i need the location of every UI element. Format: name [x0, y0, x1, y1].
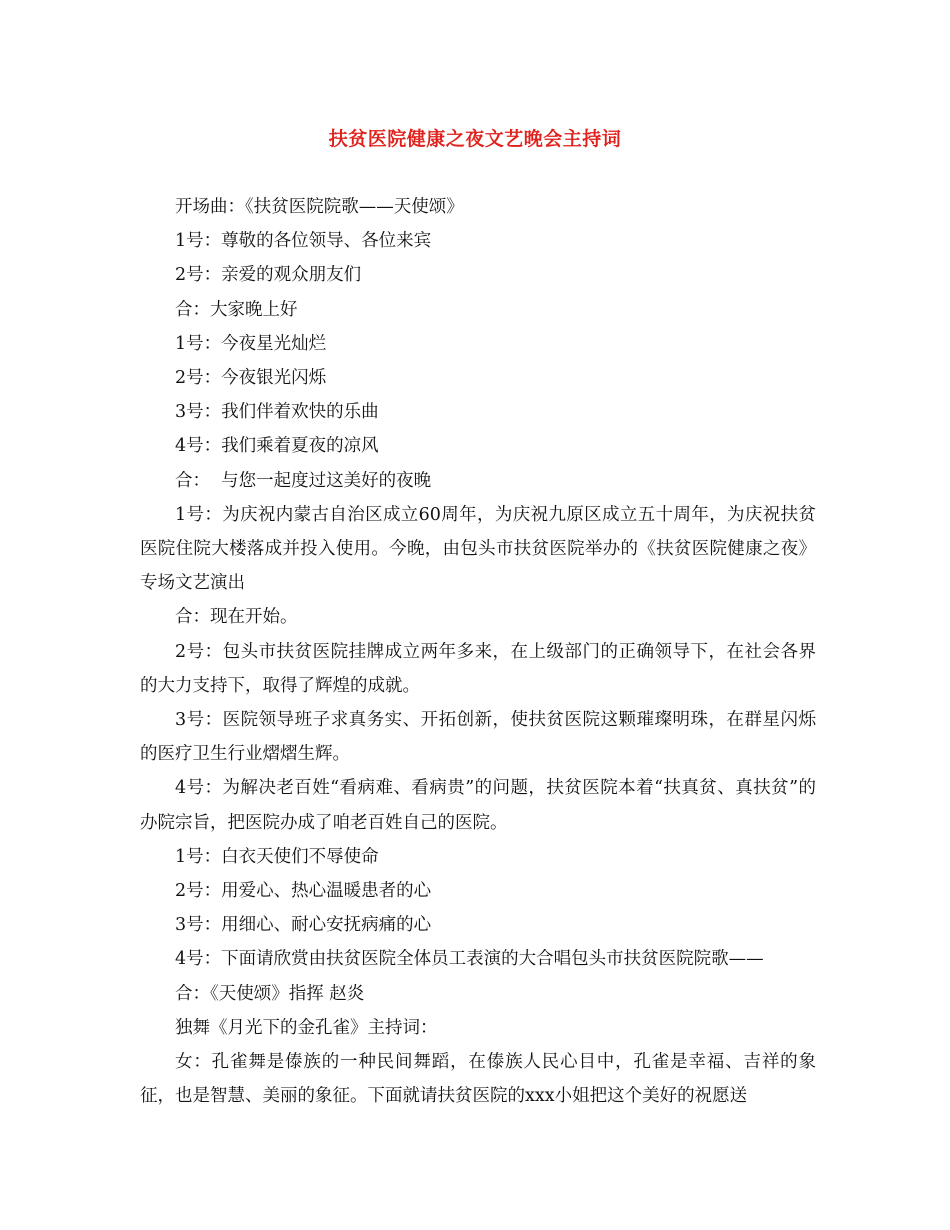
paragraph-line: 4号：我们乘着夏夜的凉风	[175, 436, 379, 457]
paragraph-line: 合： 与您一起度过这美好的夜晚	[175, 470, 432, 491]
paragraph-line: 合：现在开始。	[175, 607, 298, 628]
paragraph-line: 1号：尊敬的各位领导、各位来宾	[175, 231, 432, 252]
paragraph-line: 女：孔雀舞是傣族的一种民间舞蹈，在傣族人民心目中，孔雀是幸福、吉祥的象征，也是智慧、美丽的象征。下面就请扶贫医院的xxx小姐把这个美好的祝愿送	[140, 1052, 816, 1107]
paragraph-heading: 独舞《月光下的金孔雀》主持词：	[175, 1017, 438, 1038]
paragraph-line: 2号：用爱心、热心温暖患者的心	[175, 881, 432, 902]
document-title: 扶贫医院健康之夜文艺晚会主持词	[328, 128, 622, 150]
paragraph-line: 1号：为庆祝内蒙古自治区成立60周年，为庆祝九原区成立五十周年，为庆祝扶贫医院住院大楼落成并投入使用。今晚，由包头市扶贫医院举办的《扶贫医院健康之夜》专场文艺演出	[140, 504, 816, 594]
paragraph-line: 4号：下面请欣赏由扶贫医院全体员工表演的大合唱包头市扶贫医院院歌——	[175, 949, 764, 970]
paragraph-line: 2号：包头市扶贫医院挂牌成立两年多来，在上级部门的正确领导下，在社会各界的大力支持下，取得了辉煌的成就。	[140, 641, 816, 696]
document-body	[140, 190, 816, 1113]
paragraph-line: 2号：今夜银光闪烁	[175, 368, 327, 389]
paragraph-line: 1号：今夜星光灿烂	[175, 333, 327, 354]
paragraph-line: 3号：医院领导班子求真务实、开拓创新，使扶贫医院这颗璀璨明珠，在群星闪烁的医疗卫生行业熠熠生辉。	[140, 710, 816, 765]
paragraph-line: 3号：我们伴着欢快的乐曲	[175, 402, 379, 423]
paragraph-opening-song: 开场曲：《扶贫医院院歌——天使颂》	[175, 197, 464, 217]
paragraph-line: 2号：亲爱的观众朋友们	[175, 265, 362, 286]
paragraph-line: 合：大家晚上好	[175, 299, 298, 320]
paragraph-line: 4号：为解决老百姓“看病难、看病贵”的问题，扶贫医院本着“扶真贫、真扶贫”的办院宗旨，把医院办成了咱老百姓自己的医院。	[140, 778, 816, 833]
paragraph-line: 合：《天使颂》指挥 赵炎	[175, 983, 365, 1004]
paragraph-line: 1号：白衣天使们不辱使命	[175, 846, 379, 867]
paragraph-line: 3号：用细心、耐心安抚病痛的心	[175, 915, 432, 936]
